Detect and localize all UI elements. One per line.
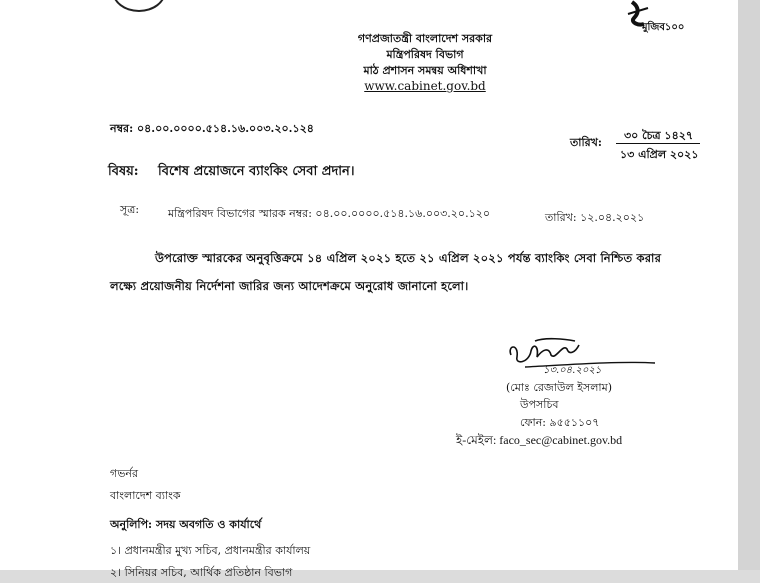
handwritten-signature [505, 335, 665, 377]
date-english: ১৩ এপ্রিল ২০২১ [620, 148, 699, 161]
header-website-link[interactable]: www.cabinet.gov.bd [364, 79, 486, 93]
memo-number: নম্বর: ০৪.০০.০০০০.৫১৪.১৬.০০৩.২০.১২৪ [110, 122, 314, 135]
recipient-organization: বাংলাদেশ ব্যাংক [110, 489, 181, 502]
signatory-designation: উপসচিব [520, 398, 559, 411]
date-label: তারিখ: [570, 136, 602, 149]
signatory-email: ই-মেইল: faco_sec@cabinet.gov.bd [456, 433, 623, 447]
reference-text: মন্ত্রিপরিষদ বিভাগের স্মারক নম্বর: ০৪.০০.০০০০.৫১৪.১৬.০০৩.২০.১২০ [168, 207, 491, 220]
copy-item-1: ১। প্রধানমন্ত্রীর মুখ্য সচিব, প্রধানমন্ত্রীর কার্যালয় [110, 544, 311, 557]
mujib-100-logo [618, 0, 685, 34]
date-divider [616, 143, 700, 144]
copy-item-2: ২। সিনিয়র সচিব, আর্থিক প্রতিষ্ঠান বিভাগ [110, 566, 293, 579]
signatory-name: (মোঃ রেজাউল ইসলাম) [506, 381, 612, 394]
header-government: গণপ্রজাতন্ত্রী বাংলাদেশ সরকার [357, 32, 493, 45]
page-edge-shadow [738, 0, 760, 570]
date-bangla: ৩০ চৈত্র ১৪২৭ [624, 129, 694, 142]
reference-date: তারিখ: ১২.০৪.২০২১ [545, 211, 645, 224]
svg-text:১৩.০৪.২০২১: ১৩.০৪.২০২১ [543, 365, 602, 376]
body-line-2: লক্ষ্যে প্রয়োজনীয় নির্দেশনা জারির জন্য আদেশক্রমে অনুরোধ জানানো হলো। [110, 279, 469, 293]
signatory-phone: ফোন: ৯৫৫১১০৭ [520, 416, 600, 429]
header-wing: মাঠ প্রশাসন সমন্বয় অধিশাখা [363, 64, 487, 77]
reference-label: সূত্র: [120, 203, 140, 216]
subject-label: বিষয়: [108, 164, 139, 179]
header-division: মন্ত্রিপরিষদ বিভাগ [386, 48, 464, 61]
government-emblem-icon [112, 0, 166, 12]
svg-text:মুজিব১০০: মুজিব১০০ [642, 22, 685, 33]
copy-heading: অনুলিপি: সদয় অবগতি ও কার্যার্থে [110, 518, 262, 531]
recipient-title: গভর্নর [110, 467, 139, 480]
body-line-1: উপরোক্ত স্মারকের অনুবৃত্তিক্রমে ১৪ এপ্রিল ২০২১ হতে ২১ এপ্রিল ২০২১ পর্যন্ত ব্যাংকিং সেবা নিশ্চিত করার [155, 251, 662, 265]
subject-text: বিশেষ প্রয়োজনে ব্যাংকিং সেবা প্রদান। [158, 164, 355, 179]
